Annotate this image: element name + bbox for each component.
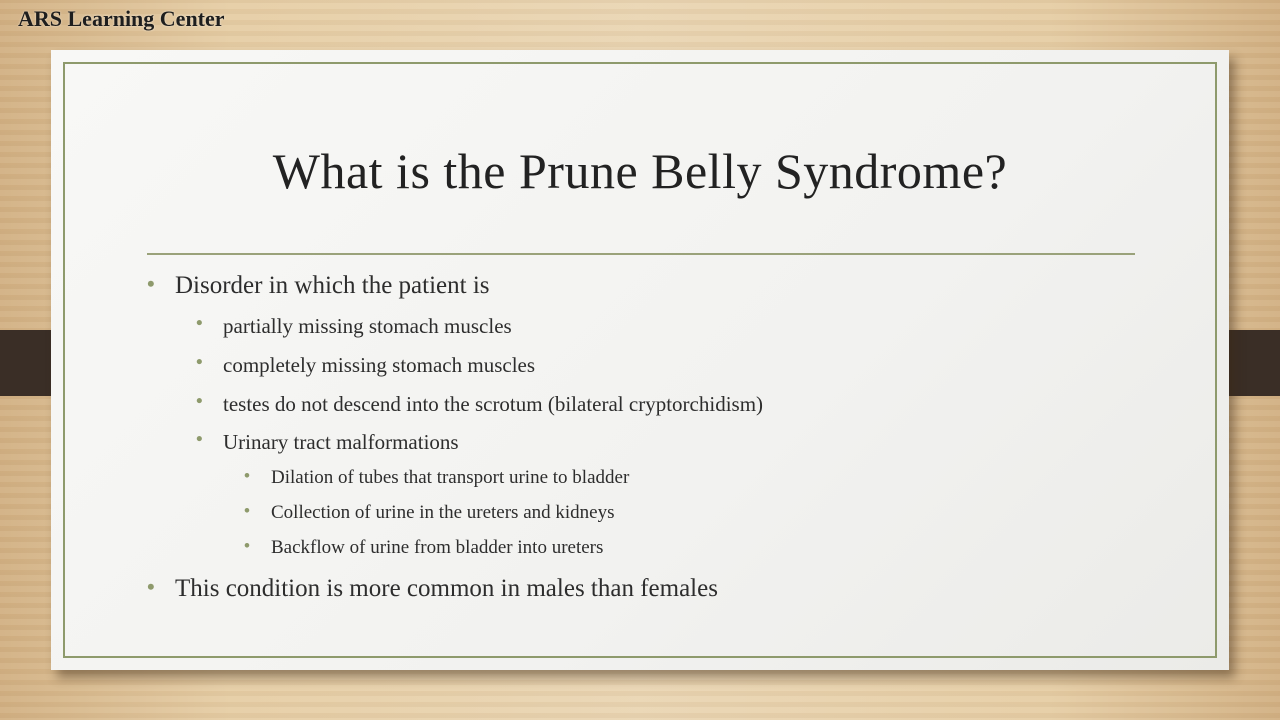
bullet-text: completely missing stomach muscles — [223, 353, 536, 377]
bullet-item — [244, 466, 630, 489]
bullet-text: Collection of urine in the ureters and kidneys — [271, 502, 615, 523]
bullet-dot-icon: • — [244, 536, 250, 555]
bullet-dot-icon: • — [196, 391, 203, 412]
bullet-dot-icon: • — [244, 501, 250, 520]
bullet-text: Dilation of tubes that transport urine to bladder — [271, 467, 630, 488]
bullet-dot-icon: • — [244, 466, 250, 485]
bullet-item — [196, 391, 764, 417]
bullet-item — [244, 536, 604, 559]
bullet-dot-icon: • — [196, 313, 203, 334]
bullet-item — [147, 271, 490, 300]
bullet-text: Disorder in which the patient is — [175, 272, 490, 299]
bullet-text: testes do not descend into the scrotum (bilateral cryptorchidism) — [223, 392, 764, 416]
bullet-dot-icon: • — [196, 352, 203, 373]
bullet-list — [51, 50, 1229, 670]
bullet-dot-icon: • — [147, 574, 155, 599]
bullet-dot-icon: • — [196, 429, 203, 450]
bullet-item — [147, 574, 718, 603]
bullet-text: Backflow of urine from bladder into ureters — [271, 537, 604, 558]
bullet-text: Urinary tract malformations — [223, 430, 459, 454]
bullet-item — [196, 429, 459, 455]
slide-title: What is the Prune Belly Syndrome? — [272, 143, 1008, 199]
bullet-dot-icon: • — [147, 271, 155, 296]
bullet-text: partially missing stomach muscles — [223, 314, 512, 338]
slide-card — [51, 50, 1229, 670]
bullet-text: This condition is more common in males than females — [175, 575, 718, 602]
bullet-item — [196, 313, 512, 339]
bullet-item — [244, 501, 615, 524]
watermark-text: ARS Learning Center — [18, 6, 225, 31]
bullet-item — [196, 352, 536, 378]
